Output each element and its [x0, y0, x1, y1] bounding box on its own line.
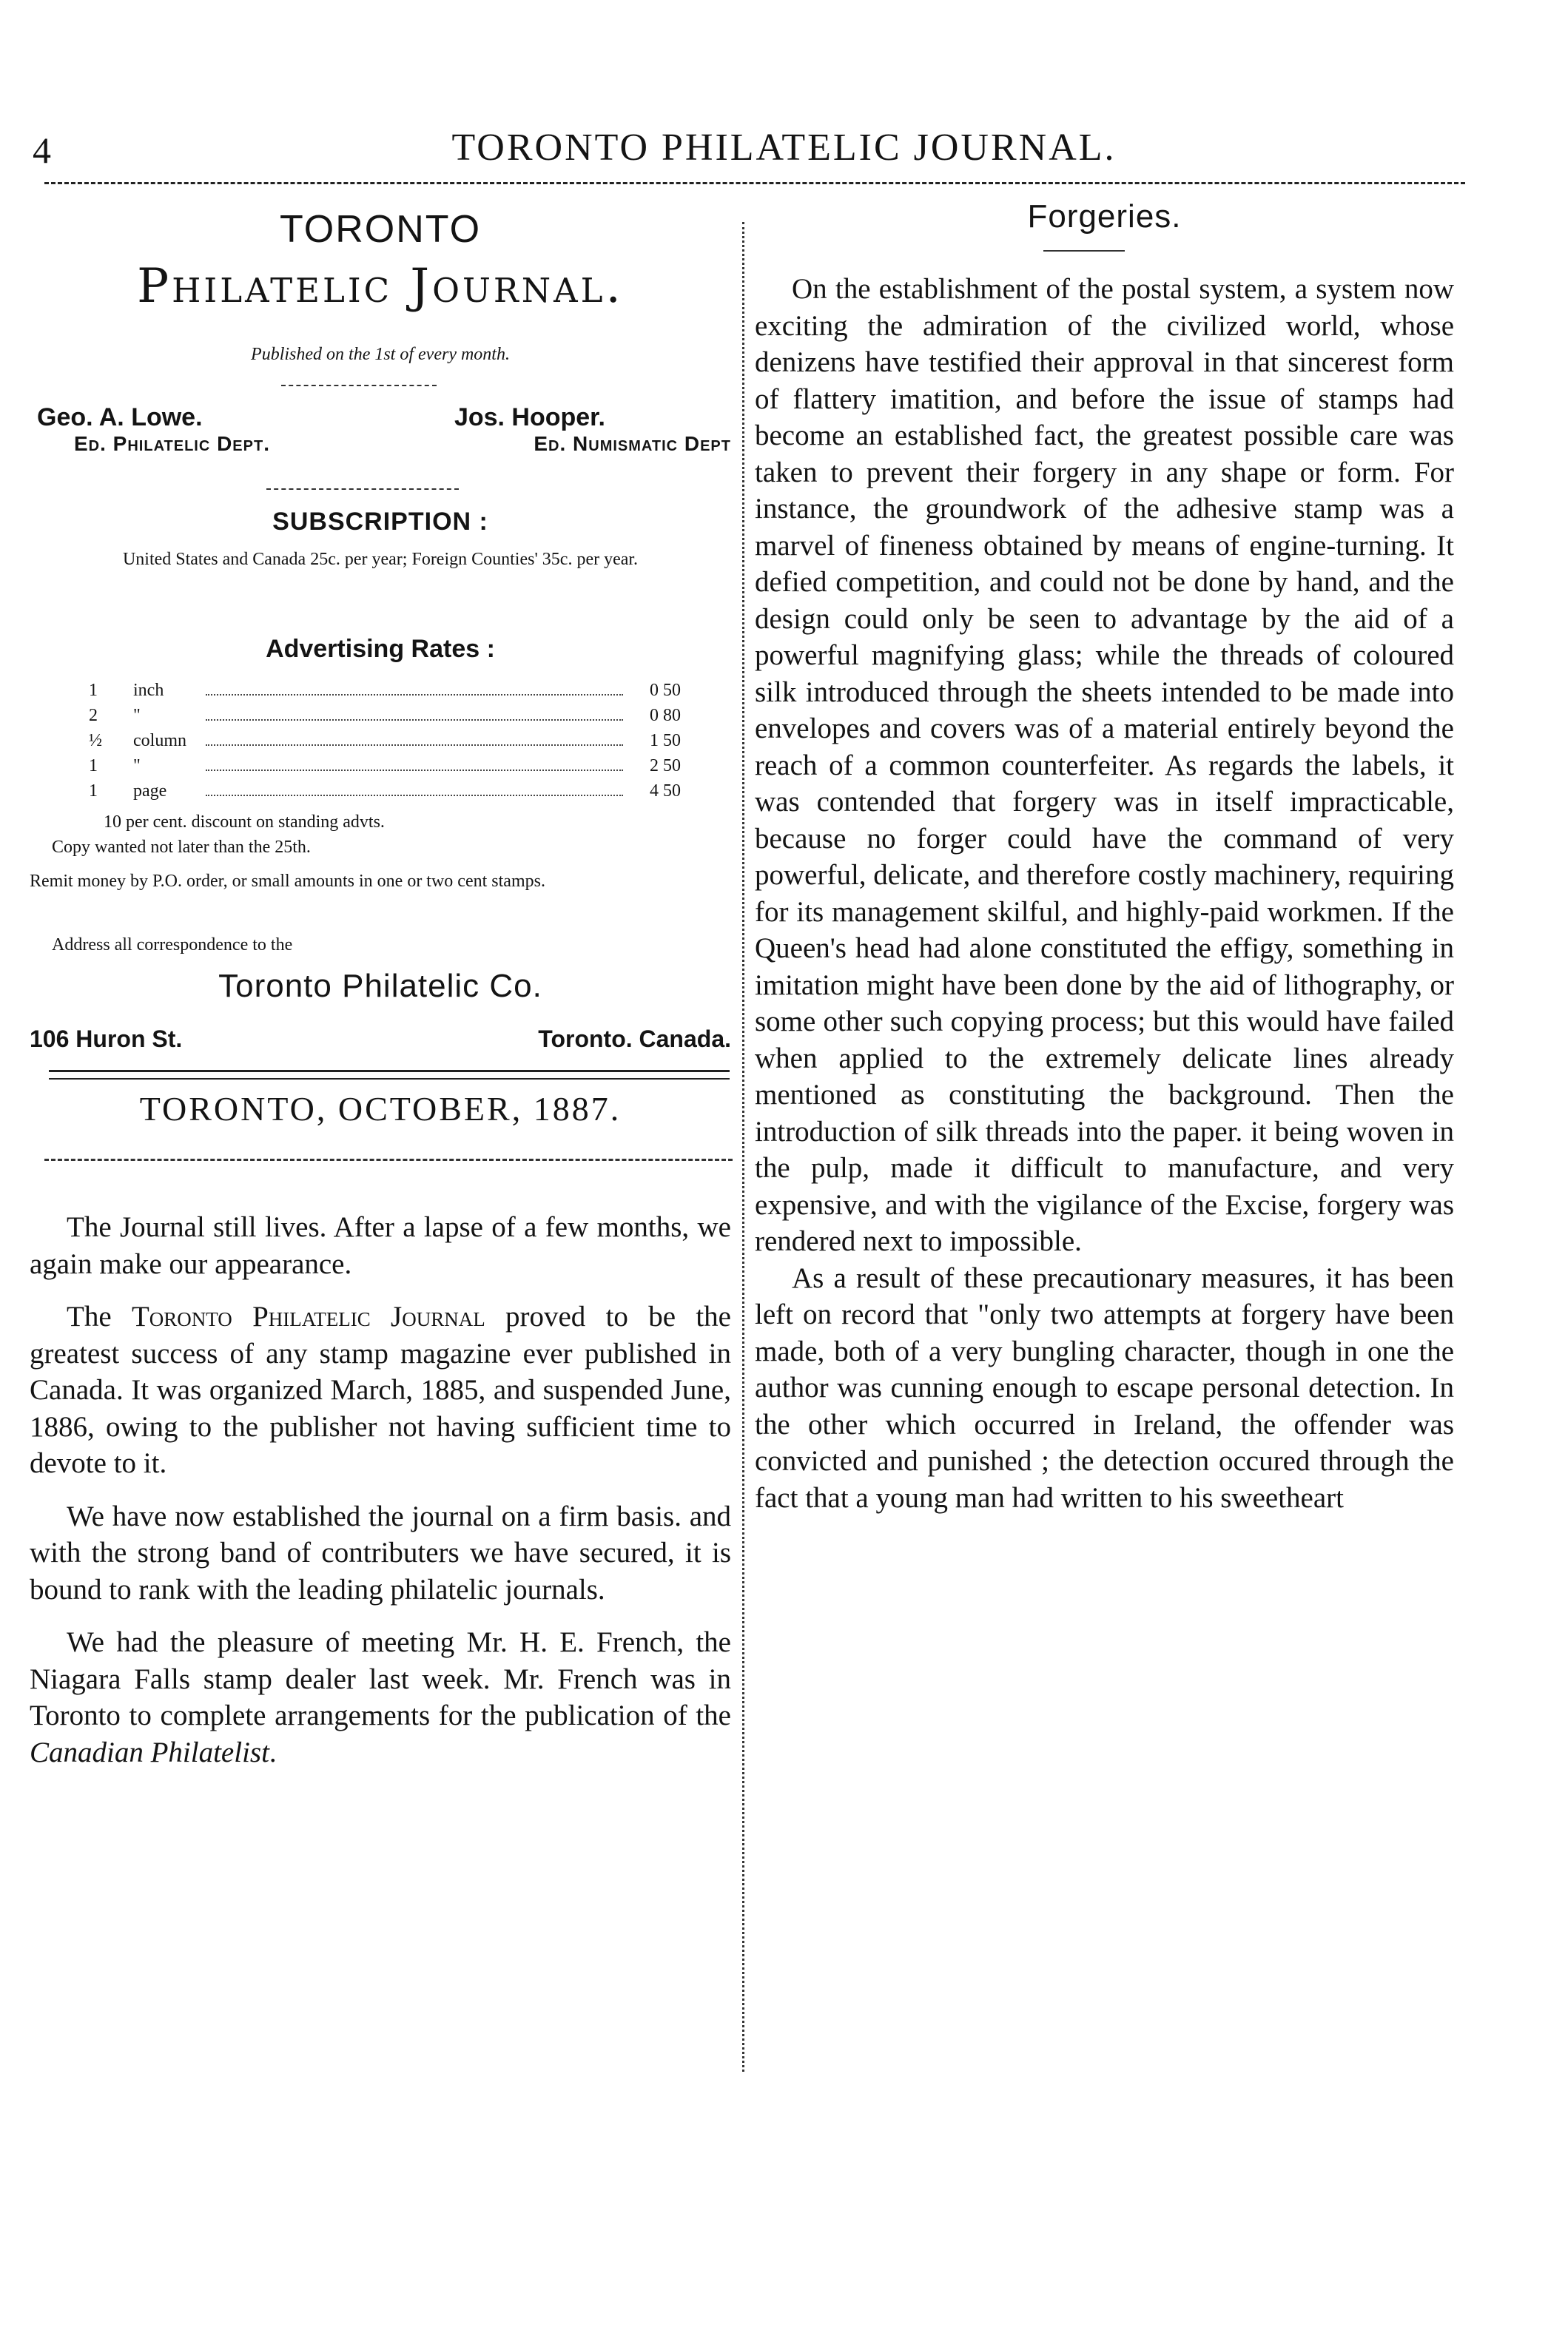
company-address — [30, 1026, 731, 1053]
publication-note: Published on the 1st of every month. — [251, 345, 510, 364]
subscription-heading: SUBSCRIPTION : — [272, 508, 488, 536]
editorial-paragraph: We have now established the journal on a firm basis. and with the strong band of contributers we have secured, it is bound to rank with the leading philatelic journals. — [30, 1500, 731, 1606]
company-street: 106 Huron St. — [30, 1026, 183, 1052]
editorial-text — [30, 1209, 731, 1787]
copy-deadline: Copy wanted not later than the 25th. — [52, 838, 311, 857]
publication-title: Canadian Philatelist — [30, 1736, 269, 1768]
masthead-city: TORONTO — [279, 208, 482, 251]
editorial-paragraph: We had the pleasure of meeting Mr. H. E. French, the Niagara Falls stamp dealer last week. Mr. French was in Toronto to complete arrangements for the publication of the Canadian Philatelist. — [30, 1626, 731, 1768]
editor-left-name: Geo. A. Lowe. — [37, 403, 203, 431]
editor-left-dept: Ed. Philatelic Dept. — [74, 432, 270, 455]
editors-block — [30, 403, 731, 456]
company-city: Toronto. Canada. — [538, 1026, 731, 1052]
article-text — [755, 271, 1454, 1516]
rate-row: 2 " 0 80 — [89, 706, 681, 725]
advertising-heading: Advertising Rates : — [266, 635, 495, 663]
dateline-top-rule — [49, 1070, 730, 1080]
rate-row: 1 " 2 50 — [89, 756, 681, 775]
rates-table — [89, 681, 681, 807]
rate-row: ½ column 1 50 — [89, 731, 681, 750]
page-number: 4 — [33, 129, 51, 171]
company-name: Toronto Philatelic Co. — [218, 968, 542, 1004]
header-rule — [44, 182, 1465, 184]
running-header: TORONTO PHILATELIC JOURNAL. — [451, 127, 1117, 169]
editorial-paragraph: The Journal still lives. After a lapse of a few months, we again make our appearance. — [30, 1211, 731, 1280]
journal-name: Toronto Philatelic Journal — [131, 1301, 485, 1333]
editors-rule — [266, 488, 459, 490]
subscription-text: United States and Canada 25c. per year; Foreign Counties' 35c. per year. — [122, 550, 639, 569]
editor-right-name: Jos. Hooper. — [454, 403, 605, 431]
dateline: TORONTO, OCTOBER, 1887. — [139, 1090, 622, 1128]
dateline-bottom-rule — [44, 1159, 733, 1161]
rate-row: 1 inch 0 50 — [89, 681, 681, 700]
title-rule — [1043, 250, 1125, 252]
rate-row: 1 page 4 50 — [89, 781, 681, 801]
editorial-paragraph: The Toronto Philatelic Journal proved to be the greatest success of any stamp magazine ever published in Canada. It was organized March, 1885, and suspended June, 1886, owing to the publisher not having sufficient time to devote to it. — [30, 1301, 731, 1479]
editor-right-dept: Ed. Numismatic Dept — [534, 432, 731, 455]
address-note: Address all correspondence to the — [52, 935, 293, 954]
article-paragraph: On the establishment of the postal system, a system now exciting the admiration of the civilized world, whose denizens have testified their approval in that sincerest form of flattery imatition, and before the issue of stamps had become an established fact, the greatest possible care was taken to prevent their forgery in any shape or form. For instance, the groundwork of the adhesive stamp was a marvel of fineness obtained by means of engine-turning. It defied competition, and could not be done by hand, and the design could only be seen to advantage by the aid of a powerful magnifying glass; while the threads of coloured silk introduced through the sheets intended to be made into envelopes and covers was of a material entirely beyond the reach of a common counterfeiter. As regards the labels, it was contended that forgery was in itself impracticable, because no forger could have the command of very powerful, delicate, and therefore costly machinery, requiring for its management skilful, and highly-paid workmen. If the Queen's head had alone constituted the effigy, something in imitation might have been done by the aid of lithography, or some other such copying process; but this would have failed when applied to the extremely delicate lines already mentioned as constituting the background. Then the introduction of silk threads into the paper. it being woven in the pulp, made it difficult to manufacture, and very expensive, and with the vigilance of the Excise, forgery was rendered next to impossible. — [755, 273, 1454, 1257]
discount-note: 10 per cent. discount on standing advts. — [104, 812, 385, 832]
article-title: Forgeries. — [1027, 198, 1182, 235]
column-divider — [742, 222, 744, 2072]
remit-note: Remit money by P.O. order, or small amounts in one or two cent stamps. — [30, 872, 545, 891]
masthead-rule — [281, 385, 437, 386]
article-paragraph: As a result of these precautionary measures, it has been left on record that "only two attempts at forgery have been made, both of a very bungling character, though in one the author was cunning enough to escape personal detection. In the other which occurred in Ireland, the offender was convicted and punished ; the detection occured through the fact that a young man had written to his sweetheart — [755, 1262, 1454, 1514]
masthead-title: Philatelic Journal. — [137, 259, 624, 314]
